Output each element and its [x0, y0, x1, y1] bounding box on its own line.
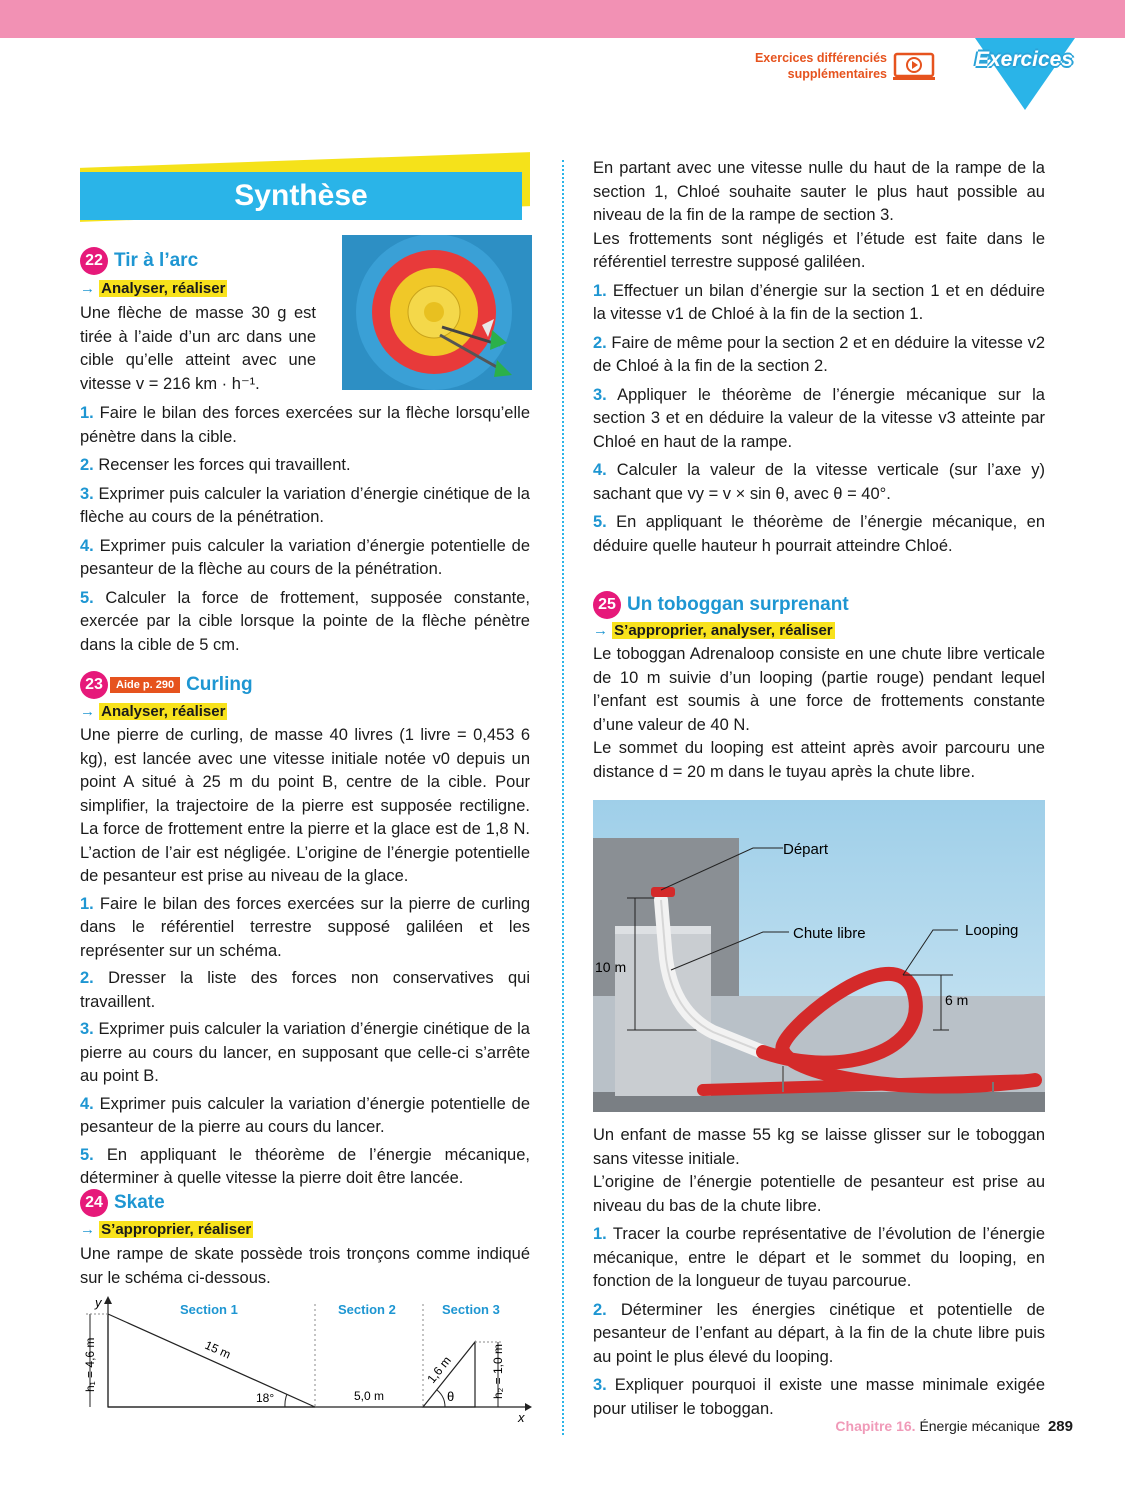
footer-title: Énergie mécanique [919, 1418, 1041, 1434]
ex23-q5-num: 5. [80, 1145, 94, 1164]
h10-label: 10 m [595, 959, 627, 975]
ex23-aide-badge[interactable]: Aide p. 290 [110, 677, 180, 693]
ex23-q2-text: Dresser la liste des forces non conservatives qui travaillent. [80, 969, 530, 1011]
section1-ramp [108, 1314, 315, 1407]
ex24-q4-text: Calculer la valeur de la vitesse verticale (sur l’axe y) sachant que vy = v × sin θ, avec θ = 40°. [593, 461, 1045, 503]
ex25-intro [593, 643, 1045, 784]
h1-label: h₁ = 4,6 m [83, 1337, 97, 1392]
ex23-q2-num: 2. [80, 969, 94, 987]
ex23-q4-text: Exprimer puis calculer la variation d’énergie potentielle de pesanteur de la pierre au cours du lancer. [80, 1094, 530, 1136]
video-play-icon[interactable] [893, 52, 935, 82]
ex23-intro: Une pierre de curling, de masse 40 livres (1 livre = 0,453 6 kg), est lancée avec une vitesse initiale notée v0 depuis un point A situé à 25 m du point B, centre de la cible. Pour simplifier, la trajectoire de la pierre est supposée rectiligne. La force de frottement entre la pierre et la glace est de 1,8 N. L’action de l’air est négligée. L’origine de l’énergie potentielle de pesanteur est prise au niveau de la glace. [80, 726, 530, 885]
ex25-after1: Un enfant de masse 55 kg se laisse glisser sur le toboggan sans vitesse initiale. [593, 1126, 1045, 1168]
h6-label: 6 m [945, 992, 969, 1008]
ex25-q3 [593, 1374, 1045, 1421]
ex25-skill: → S’approprier, analyser, réaliser [593, 622, 833, 639]
ex23-header [80, 671, 253, 699]
skate-ramp-diagram [80, 1292, 535, 1427]
ex23-q4 [80, 1093, 530, 1140]
ex25-after2: L’origine de l’énergie potentielle de pesanteur est prise au niveau du bas de la chute libre. [593, 1173, 1045, 1215]
ex25-intro1: Le toboggan Adrenaloop consiste en une chute libre verticale de 10 m suivie d’un looping (partie rouge) pendant lequel l’enfant est soumis à une force de frottements constante d’une valeur de 40 N. [593, 645, 1045, 734]
exercices-tab-label: Exercices [974, 48, 1074, 71]
ex22-q1-text: Faire le bilan des forces exercées sur la flèche lorsqu’elle pénètre dans la cible. [80, 404, 530, 446]
ex25-q3-num: 3. [593, 1376, 607, 1394]
ex22-questions [80, 402, 530, 657]
ex24-header [80, 1189, 165, 1217]
ex24-q5 [593, 511, 1045, 558]
archery-target-photo [342, 235, 532, 390]
ex22-q3 [80, 483, 530, 530]
len15-label: 15 m [202, 1337, 233, 1362]
extra-line2: supplémentaires [787, 67, 887, 81]
ex22-title: Tir à l’arc [114, 250, 199, 271]
h2-label: h₂ = 1,0 m [491, 1343, 505, 1399]
x-axis-arrow [525, 1403, 532, 1411]
ex23-q2 [80, 967, 530, 1014]
ex22-q4-text: Exprimer puis calculer la variation d’énergie potentielle de pesanteur de la flèche au cours de la pénétration. [80, 536, 530, 578]
ex23-q1-text: Faire le bilan des forces exercées sur la pierre de curling dans le référentiel terrestre supposé galiléen et les représenter sur un schéma. [80, 894, 530, 960]
ex24-q5-text: En appliquant le théorème de l’énergie mécanique, en déduire quelle hauteur h pourrait atteindre Chloé. [593, 513, 1045, 555]
angle18-label: 18° [256, 1391, 275, 1405]
ex24-skill: → S’approprier, réaliser [80, 1221, 252, 1238]
extra-exercises-link[interactable] [755, 50, 887, 82]
ex24-q3-text: Appliquer le théorème de l’énergie mécanique sur la section 3 et en déduire la valeur de la vitesse v3 atteinte par Chloé en haut de la rampe. [593, 385, 1045, 451]
page-footer [0, 1418, 1073, 1435]
ex23-q1 [80, 893, 530, 964]
theta-label: θ [447, 1389, 455, 1404]
len5-label: 5,0 m [354, 1389, 385, 1403]
ex24-skill-label: S’approprier, réaliser [101, 1221, 252, 1238]
top-color-bar [0, 0, 1125, 38]
ex24-q3-num: 3. [593, 385, 607, 404]
ex25-header [593, 591, 849, 619]
y-axis-label: y [95, 1295, 102, 1310]
ex24-title: Skate [114, 1192, 165, 1213]
ex22-intro: Une flèche de masse 30 g est tirée à l’aide d’un arc dans une cible qu’elle atteint avec une vitesse v = 216 km · h⁻¹. [80, 304, 316, 393]
ex23-number: 23 [80, 671, 108, 699]
ex25-title: Un toboggan surprenant [627, 594, 849, 615]
ex25-q1 [593, 1223, 1045, 1294]
ex23-skill: → Analyser, réaliser [80, 703, 226, 720]
ex25-q1-text: Tracer la courbe représentative de l’évolution de l’énergie mécanique, entre le départ et le sommet du looping, en fonction de la longueur de tuyau parcourue. [593, 1225, 1045, 1290]
ex22-q2-num: 2. [80, 456, 94, 474]
extra-line1: Exercices différenciés [754, 51, 887, 65]
ex23-q3 [80, 1018, 530, 1089]
ex22-skill-label: Analyser, réaliser [101, 280, 226, 297]
ex23-q4-num: 4. [80, 1094, 94, 1113]
ex23-body [80, 724, 530, 1191]
ex24-cont1: En partant avec une vitesse nulle du haut de la rampe de la section 1, Chloé souhaite sauter le plus haut possible au niveau de la fin de la rampe de section 3. [593, 159, 1045, 224]
len16-label: 1,6 m [424, 1353, 454, 1386]
start-platform [651, 887, 675, 897]
ex24-intro: Une rampe de skate possède trois tronçons comme indiqué sur le schéma ci-dessous. [80, 1245, 530, 1287]
ex22-q5-num: 5. [80, 588, 94, 607]
toboggan-figure [593, 800, 1045, 1112]
x-axis-label: x [518, 1410, 525, 1425]
column-divider [562, 160, 564, 1435]
ex25-intro2: Le sommet du looping est atteint après avoir parcouru une distance d = 20 m dans le tuyau après la chute libre. [593, 739, 1045, 781]
looping-label: Looping [965, 922, 1019, 939]
section2-label: Section 2 [338, 1302, 396, 1317]
chute-libre-label: Chute libre [793, 925, 866, 942]
ex23-q5-text: En appliquant le théorème de l’énergie mécanique, déterminer à quelle vitesse la pierre doit être lancée. [80, 1145, 530, 1187]
ex22-q5 [80, 587, 530, 658]
ex22-q3-text: Exprimer puis calculer la variation d’énergie cinétique de la flèche au cours de la pénétration. [80, 484, 530, 526]
ex24-q1-num: 1. [593, 281, 607, 300]
ex23-q1-num: 1. [80, 894, 94, 913]
ex23-q3-text: Exprimer puis calculer la variation d’énergie cinétique de la pierre au cours du lancer, en supposant que celle-ci s’arrête au point B. [80, 1020, 530, 1085]
ex22-q4 [80, 535, 530, 582]
ex24-q4-num: 4. [593, 461, 607, 479]
ex25-q2-num: 2. [593, 1300, 607, 1319]
ex22-skill: → Analyser, réaliser [80, 280, 226, 297]
ex23-q5 [80, 1144, 530, 1191]
ex24-continuation [593, 157, 1045, 558]
ex25-body [593, 1124, 1045, 1421]
ex23-skill-label: Analyser, réaliser [101, 703, 226, 720]
ex24-q1-text: Effectuer un bilan d’énergie sur la section 1 et en déduire la vitesse v1 de Chloé à la fin de la section 1. [593, 281, 1045, 323]
synthese-banner [80, 160, 530, 222]
ex25-number: 25 [593, 591, 621, 619]
ex23-q3-num: 3. [80, 1020, 94, 1038]
ex22-q1 [80, 402, 530, 449]
footer-chapter: Chapitre 16. [835, 1418, 916, 1434]
ex22-q5-text: Calculer la force de frottement, supposée constante, exercée par la cible lorsque la pointe de la flèche pénètre dans la cible de 5 cm. [80, 588, 530, 654]
ex25-q3-text: Expliquer pourquoi il existe une masse minimale exigée pour utiliser le toboggan. [593, 1376, 1046, 1418]
section3-label: Section 3 [442, 1302, 500, 1317]
ex22-number: 22 [80, 247, 108, 275]
synthese-title: Synthèse [234, 179, 368, 212]
ex22-q2-text: Recenser les forces qui travaillent. [98, 456, 351, 474]
ex23-title: Curling [186, 674, 253, 695]
section1-label: Section 1 [180, 1302, 238, 1317]
ex22-q2 [80, 454, 530, 478]
ex24-q5-num: 5. [593, 513, 607, 531]
ex25-skill-label: S’approprier, analyser, réaliser [614, 622, 833, 639]
ex24-q2-num: 2. [593, 333, 607, 352]
ex24-q1 [593, 280, 1045, 327]
ex25-q2-text: Déterminer les énergies cinétique et potentielle de pesanteur de l’enfant au départ, à la fin de la chute libre puis au point le plus élevé du looping. [593, 1300, 1045, 1366]
y-axis-arrow [104, 1296, 112, 1304]
ex24-q2 [593, 332, 1045, 379]
ex24-cont2: Les frottements sont négligés et l’étude est faite dans le référentiel terrestre supposé galiléen. [593, 229, 1045, 271]
ex25-q2 [593, 1299, 1045, 1370]
ex25-q1-num: 1. [593, 1225, 607, 1243]
ex24-number: 24 [80, 1189, 108, 1217]
depart-label: Départ [783, 841, 829, 858]
ex22-q4-num: 4. [80, 536, 94, 555]
ex22-q1-num: 1. [80, 404, 94, 422]
ex24-q3 [593, 384, 1045, 455]
page-number: 289 [1047, 1418, 1073, 1435]
ex24-q4 [593, 459, 1045, 506]
ex24-q2-text: Faire de même pour la section 2 et en déduire la vitesse v2 de Chloé à la fin de la section 2. [593, 333, 1045, 375]
ex22-header [80, 247, 198, 275]
ex22-q3-num: 3. [80, 484, 94, 503]
